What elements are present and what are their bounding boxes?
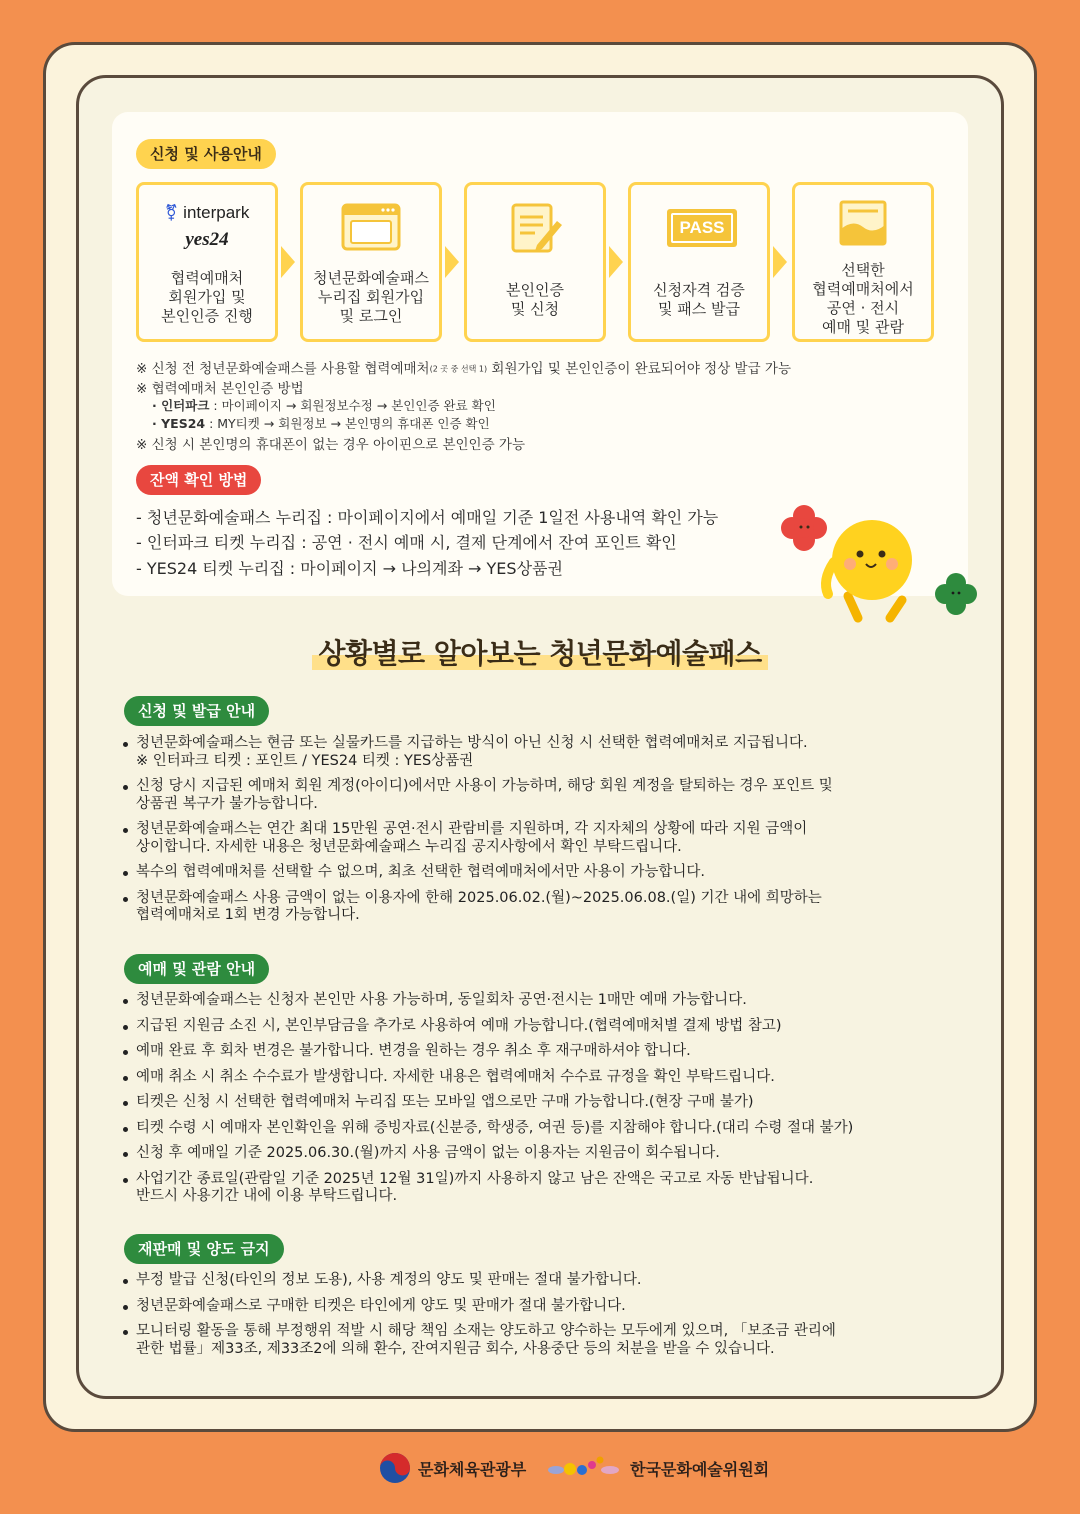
step-3 — [464, 182, 606, 342]
resale-list — [122, 1272, 922, 1366]
list-item: 복수의 협력예매처를 선택할 수 없으며, 최초 선택한 협력예매처에서만 사용이 가능합니다. — [122, 864, 922, 882]
note-line: · 인터파크 : 마이페이지 → 회원정보수정 → 본인인증 완료 확인 — [152, 398, 496, 413]
step-5 — [792, 182, 934, 342]
taegeuk-icon — [378, 1451, 412, 1485]
list-item: 청년문화예술패스 사용 금액이 없는 이용자에 한해 2025.06.02.(월)~2025.06.08.(일) 기간 내에 희망하는 협력예매처로 1회 변경 가능합니다. — [122, 890, 922, 925]
ministry-logo — [378, 1450, 526, 1486]
step-1-label: 협력예매처 회원가입 및 본인인증 진행 — [161, 269, 253, 325]
ministry-name: 문화체육관광부 — [418, 1459, 527, 1479]
issue-list — [122, 735, 922, 933]
step-2 — [300, 182, 442, 342]
list-item: 지급된 지원금 소진 시, 본인부담금을 추가로 사용하여 예매 가능합니다.(협력예매처별 결제 방법 참고) — [122, 1018, 922, 1036]
list-item: 예매 완료 후 회차 변경은 불가합니다. 변경을 원하는 경우 취소 후 재구매하셔야 합니다. — [122, 1043, 922, 1061]
mascot-illustration — [778, 500, 984, 630]
step-5-label: 선택한 협력예매처에서 공연 · 전시 예매 및 관람 — [812, 261, 914, 336]
list-item: 신청 후 예매일 기준 2025.06.30.(월)까지 사용 금액이 없는 이용자는 지원금이 회수됩니다. — [122, 1145, 922, 1163]
list-item: 사업기간 종료일(관람일 기준 2025년 12월 31일)까지 사용하지 않고 남은 잔액은 국고로 자동 반납됩니다. 반드시 사용기간 내에 이용 부탁드립니다. — [122, 1171, 922, 1206]
note-line: · YES24 : MY티켓 → 회원정보 → 본인명의 휴대폰 인증 확인 — [152, 416, 490, 431]
step-arrow — [773, 246, 787, 278]
step-arrow — [445, 246, 459, 278]
resale-header: 재판매 및 양도 금지 — [124, 1234, 284, 1264]
step-2-label: 청년문화예술패스 누리집 회원가입 및 로그인 — [313, 269, 429, 325]
step-4 — [628, 182, 770, 342]
council-logo — [546, 1450, 769, 1486]
footer — [0, 1450, 1080, 1486]
booking-header: 예매 및 관람 안내 — [124, 954, 269, 984]
council-name: 한국문화예술위원회 — [630, 1459, 770, 1479]
council-dots-icon — [546, 1453, 622, 1483]
step-1 — [136, 182, 278, 342]
list-item: 청년문화예술패스는 신청자 본인만 사용 가능하며, 동일회차 공연·전시는 1매만 예매 가능합니다. — [122, 992, 922, 1010]
step-arrow — [281, 246, 295, 278]
note-line: ※ 협력예매처 본인인증 방법 — [136, 381, 304, 397]
list-item: 예매 취소 시 취소 수수료가 발생합니다. 자세한 내용은 협력예매처 수수료 규정을 확인 부탁드립니다. — [122, 1069, 922, 1087]
note-line: ※ 신청 전 청년문화예술패스를 사용할 협력예매처(2 곳 중 선택 1) 회원가입 및 본인인증이 완료되어야 정상 발급 가능 — [136, 361, 792, 377]
list-item: 티켓 수령 시 예매자 본인확인을 위해 증빙자료(신분증, 학생증, 여권 등)를 지참해야 합니다.(대리 수령 절대 불가) — [122, 1120, 922, 1138]
main-title: 상황별로 알아보는 청년문화예술패스 — [0, 632, 1080, 672]
list-item: 청년문화예술패스로 구매한 티켓은 타인에게 양도 및 판매가 절대 불가합니다. — [122, 1298, 922, 1316]
step-3-label: 본인인증 및 신청 — [506, 281, 564, 318]
step-arrow — [609, 246, 623, 278]
list-item: 티켓은 신청 시 선택한 협력예매처 누리집 또는 모바일 앱으로만 구매 가능합니다.(현장 구매 불가) — [122, 1094, 922, 1112]
list-item: 부정 발급 신청(타인의 정보 도용), 사용 계정의 양도 및 판매는 절대 불가합니다. — [122, 1272, 922, 1290]
booking-list — [122, 992, 922, 1214]
list-item: 모니터링 활동을 통해 부정행위 적발 시 해당 책임 소재는 양도하고 양수하는 모두에게 있으며, 「보조금 관리에 관한 법률」제33조, 제33조2에 의해 환수, 잔여지원금 회수, 사용중단 등의 처분을 받을 수 있습니다. — [122, 1323, 922, 1358]
yes24-logo: yes24 — [185, 229, 229, 250]
balance-line: - 청년문화예술패스 누리집 : 마이페이지에서 예매일 기준 1일전 사용내역 확인 가능 — [136, 508, 719, 527]
interpark-logo: ⚧ interpark — [164, 203, 250, 222]
browser-window-icon — [303, 203, 439, 255]
note-line: ※ 신청 시 본인명의 휴대폰이 없는 경우 아이핀으로 본인인증 가능 — [136, 437, 525, 453]
balance-header: 잔액 확인 방법 — [136, 465, 261, 495]
list-item: 청년문화예술패스는 현금 또는 실물카드를 지급하는 방식이 아닌 신청 시 선택한 협력예매처로 지급됩니다. ※ 인터파크 티켓 : 포인트 / YES24 티켓 : YES상품권 — [122, 735, 922, 770]
guide-header: 신청 및 사용안내 — [136, 139, 276, 169]
ticket-image-icon — [795, 199, 931, 251]
document-pen-icon — [467, 203, 603, 259]
step-4-label: 신청자격 검증 및 패스 발급 — [653, 281, 745, 318]
balance-line: - 인터파크 티켓 누리집 : 공연 · 전시 예매 시, 결제 단계에서 잔여 포인트 확인 — [136, 533, 677, 552]
list-item: 청년문화예술패스는 연간 최대 15만원 공연·전시 관람비를 지원하며, 각 지자체의 상황에 따라 지원 금액이 상이합니다. 자세한 내용은 청년문화예술패스 누리집 공지사항에서 확인 부탁드립니다. — [122, 821, 922, 856]
list-item: 신청 당시 지급된 예매처 회원 계정(아이디)에서만 사용이 가능하며, 해당 회원 계정을 탈퇴하는 경우 포인트 및 상품권 복구가 불가능합니다. — [122, 778, 922, 813]
balance-line: - YES24 티켓 누리집 : 마이페이지 → 나의계좌 → YES상품권 — [136, 559, 563, 578]
issue-header: 신청 및 발급 안내 — [124, 696, 269, 726]
pass-badge-icon: PASS — [667, 209, 737, 247]
